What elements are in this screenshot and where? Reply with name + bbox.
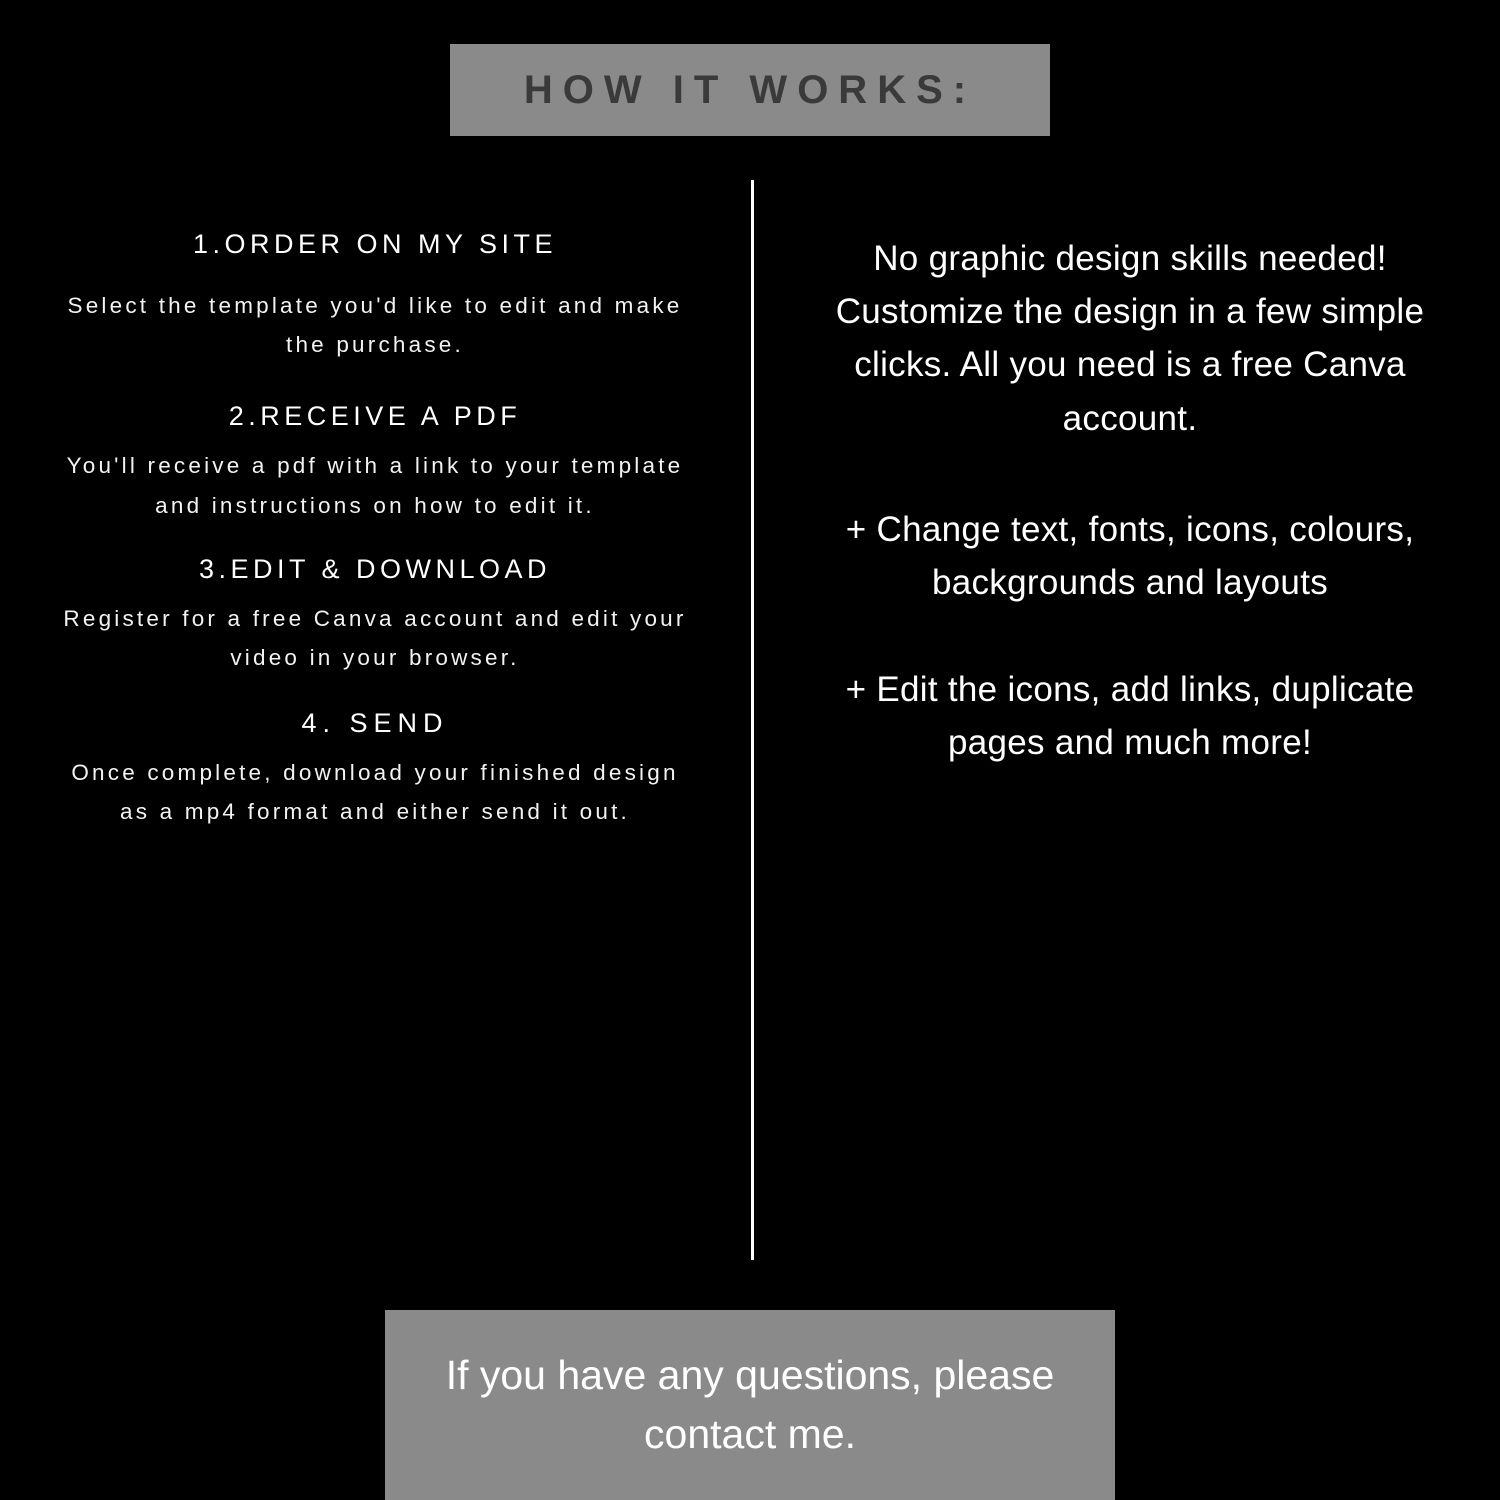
page-title: HOW IT WORKS: xyxy=(523,67,977,112)
intro-paragraph: No graphic design skills needed! Customize the design in a few simple clicks. All you need is a free Canva account. xyxy=(835,239,1425,438)
header-banner xyxy=(450,44,1050,136)
description-column xyxy=(800,232,1460,824)
step-body: You'll receive a pdf with a link to your template and instructions on how to edit it. xyxy=(66,453,684,518)
step-body: Once complete, download your finished design as a mp4 format and either send it out. xyxy=(71,760,679,825)
feature-bullet-1: + Change text, fonts, icons, colours, backgrounds and layouts xyxy=(845,509,1415,602)
step-item xyxy=(55,402,695,524)
contact-message: If you have any questions, please contact me. xyxy=(445,1351,1055,1457)
step-item xyxy=(55,230,695,364)
feature-bullet-2: + Edit the icons, add links, duplicate pages and much more! xyxy=(845,670,1415,763)
step-body: Select the template you'd like to edit and make the purchase. xyxy=(67,292,683,358)
step-title: 2.RECEIVE A PDF xyxy=(228,401,522,432)
step-title: 3.EDIT & DOWNLOAD xyxy=(198,553,552,584)
vertical-divider xyxy=(751,180,754,1260)
step-title: 1.ORDER ON MY SITE xyxy=(192,229,558,259)
steps-column xyxy=(55,230,695,862)
step-item xyxy=(55,709,695,831)
step-title: 4. SEND xyxy=(301,708,449,739)
step-item xyxy=(55,555,695,677)
step-body: Register for a free Canva account and edit your video in your browser. xyxy=(63,605,687,670)
footer-banner xyxy=(385,1310,1115,1500)
